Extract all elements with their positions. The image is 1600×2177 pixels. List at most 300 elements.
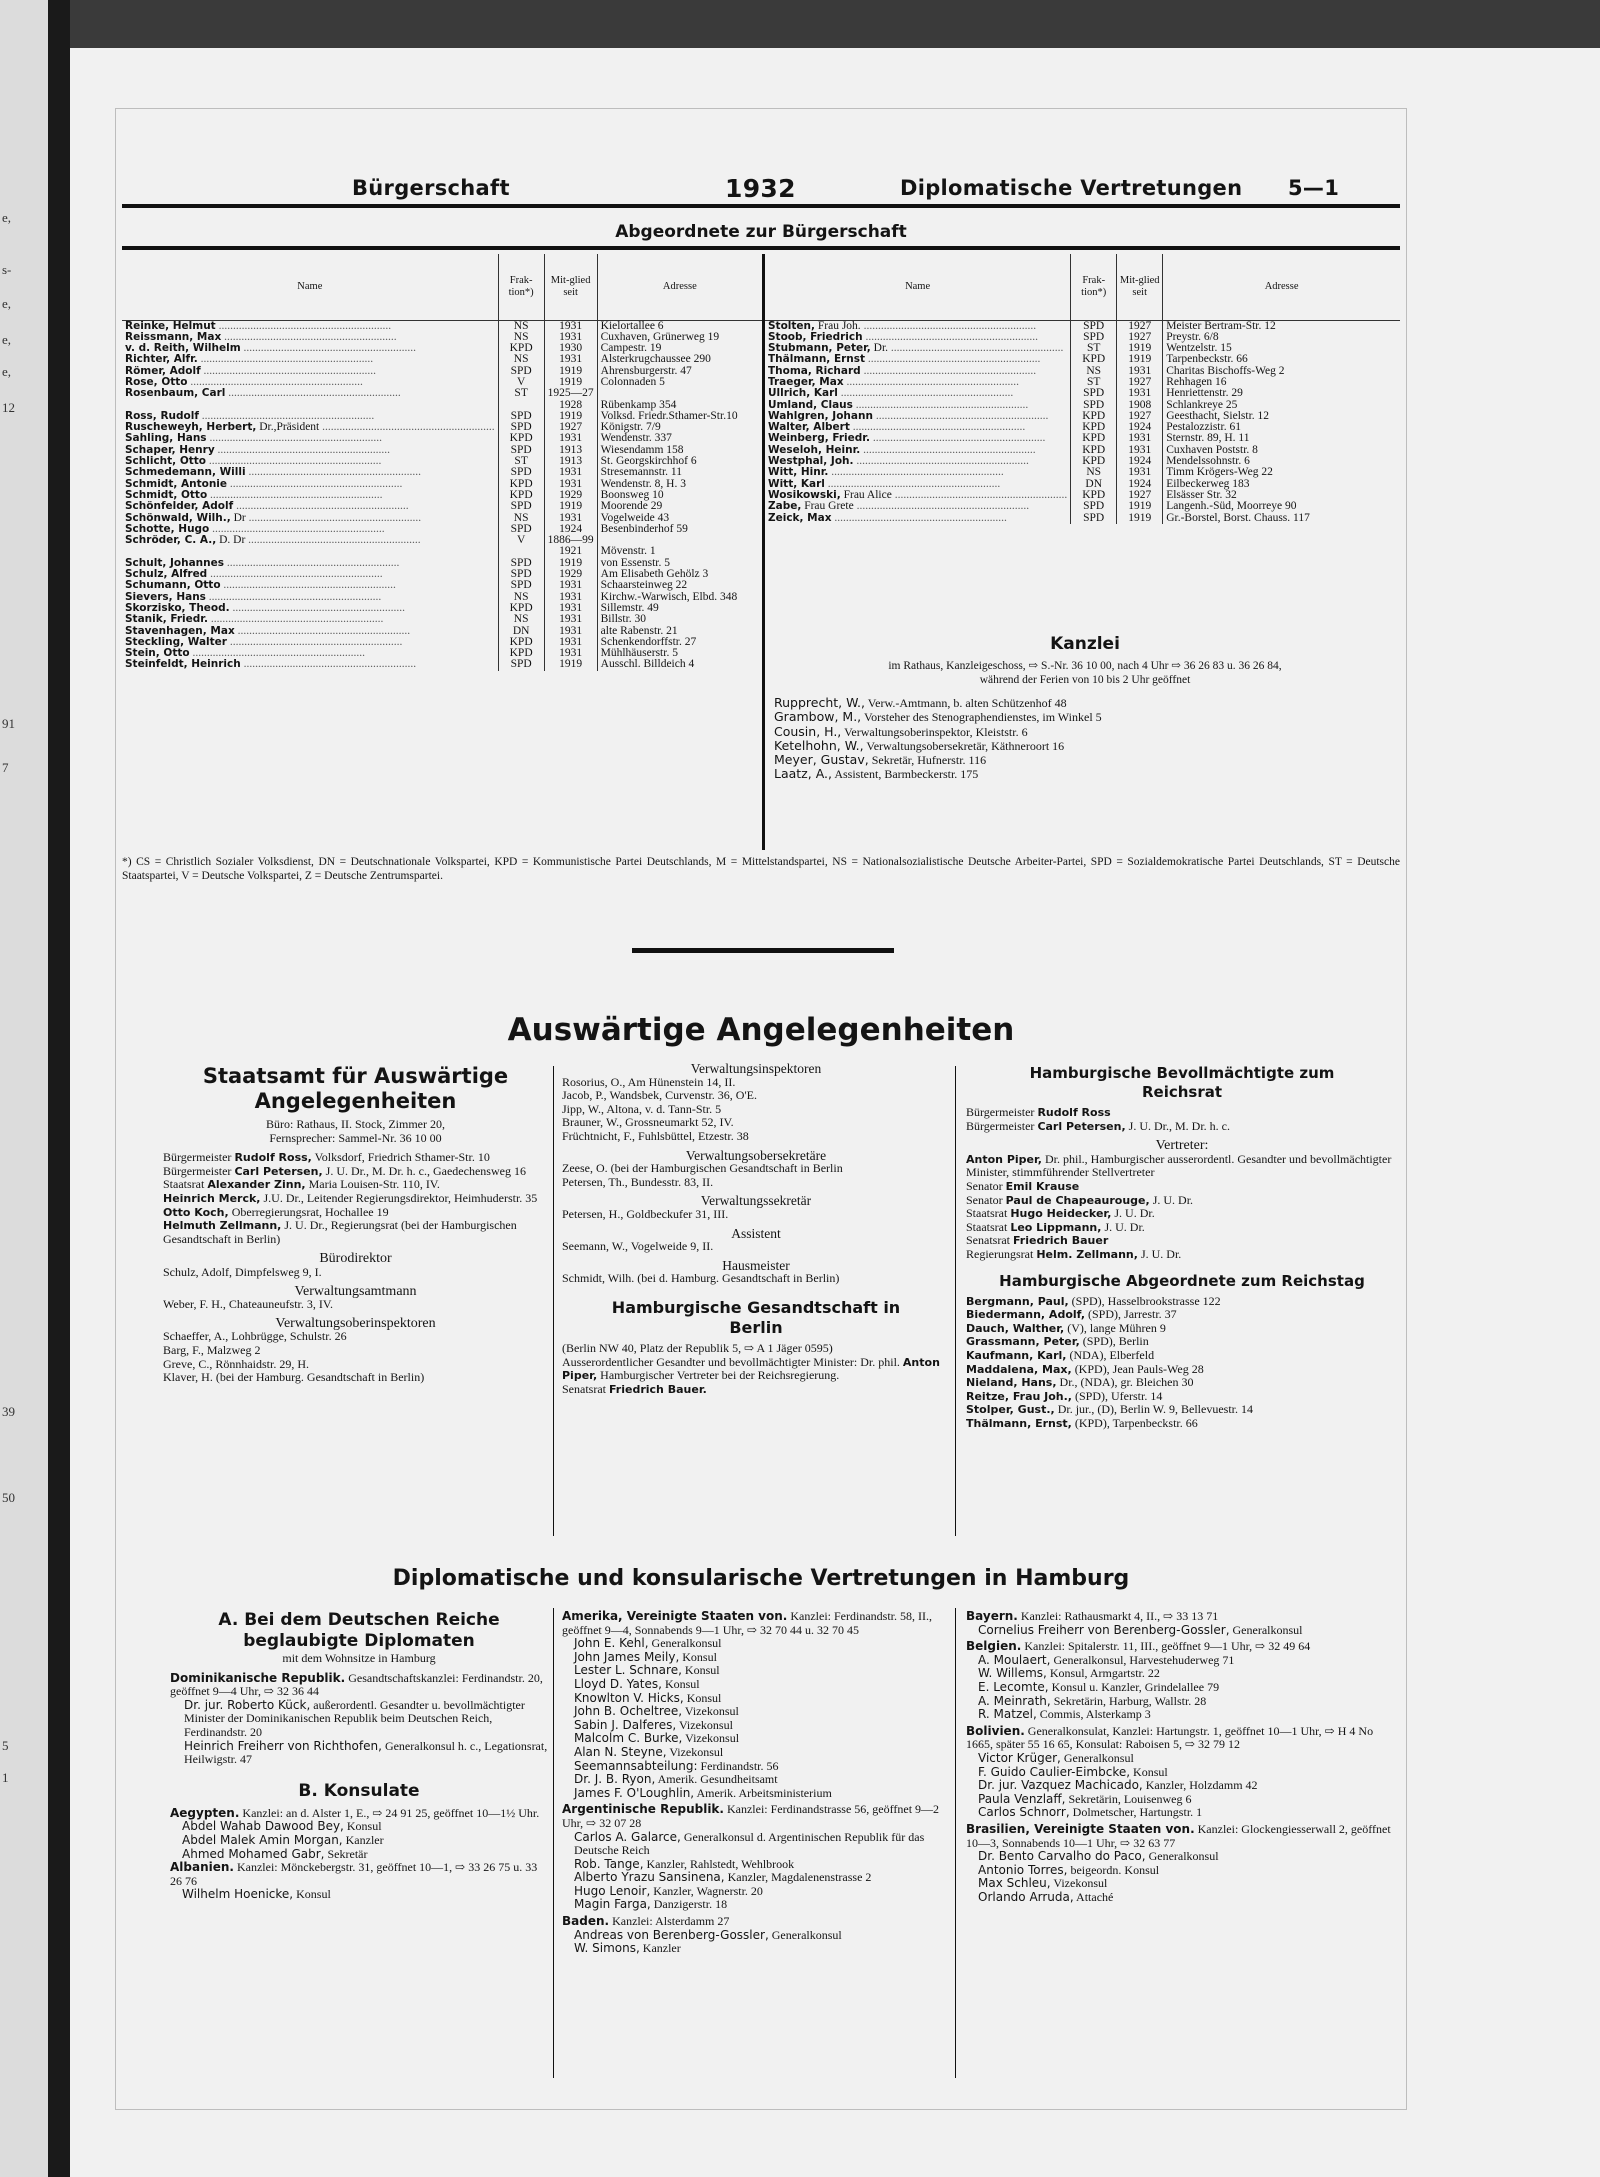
leader-dots: ............................................................ [860, 365, 1037, 377]
person-text: Konsul [684, 1663, 720, 1678]
member-name-cell [765, 354, 1071, 365]
member-name: Schult, Johannes [125, 557, 225, 569]
member-name: Ruscheweyh, Herbert, [125, 422, 257, 434]
bay-text: Kanzlei: Rathausmarkt 4, II., ⇨ 33 13 71 [1020, 1609, 1219, 1623]
person-text: Generalkonsul, Harvestehuderweg 71 [1053, 1652, 1235, 1667]
person-name: Biedermann, Adolf, [966, 1308, 1086, 1322]
bol-entry [966, 1725, 1398, 1752]
member-name: Schulz, Alfred [125, 569, 208, 581]
member-address: von Essenstr. 5 [597, 558, 762, 569]
leader-dots: ............................................................ [187, 376, 363, 388]
person-entry [966, 1850, 1398, 1864]
person-name: F. Guido Caulier-Eimbcke, [978, 1764, 1131, 1779]
person-entry [966, 1194, 1398, 1208]
member-name-cell [765, 422, 1071, 433]
member-fraktion: ST [1071, 343, 1117, 354]
person-text: J. U. Dr. [1152, 1192, 1194, 1207]
person-entry [966, 1295, 1398, 1309]
person-name: James F. O'Loughlin, [574, 1785, 695, 1800]
person-text: Kanzler [345, 1832, 384, 1847]
person-name: Helm. Zellmann, [1036, 1247, 1138, 1261]
person-text: (NDA), Elberfeld [1069, 1347, 1155, 1362]
aeg-text: Kanzlei: an d. Alster 1, E., ⇨ 24 91 25, geöffnet 10—1½ Uhr. [242, 1805, 540, 1820]
adjacent-page [0, 0, 70, 2177]
member-name: Steckling, Walter [125, 636, 227, 648]
member-name-cell [122, 388, 498, 399]
person-text: J. U. Dr. [1114, 1206, 1155, 1221]
leader-dots: ............................................................ [207, 614, 384, 626]
gesandtschaft-title: Hamburgische Gesandtschaft in Berlin [611, 1297, 901, 1337]
bay-staff [966, 1624, 1398, 1638]
member-since: 1931 [544, 320, 597, 332]
member-since: 1931 [544, 648, 597, 659]
person-entry [562, 1705, 950, 1719]
member-since: 1925—27 [544, 388, 597, 399]
member-name: Thoma, Richard [768, 365, 861, 377]
person-entry [163, 1178, 548, 1192]
alb-text: Kanzlei: Mönckebergstr. 31, geöffnet 10—1, ⇨ 33 26 75 u. 33 26 76 [170, 1860, 538, 1888]
list-line: Rosorius, O., Am Hünenstein 14, II. [562, 1074, 736, 1089]
member-row [765, 479, 1400, 490]
person-entry [966, 1308, 1398, 1322]
member-name: Stanik, Friedr. [125, 614, 208, 626]
person-name: Orlando Arruda, [978, 1889, 1074, 1904]
person-text: Vizekonsul [1053, 1876, 1108, 1891]
header-page-number: 5—1 [1288, 176, 1340, 200]
person-name: John E. Kehl, [574, 1636, 649, 1651]
person-text: Kanzler [642, 1941, 681, 1956]
person-text: (KPD), Tarpenbeckstr. 66 [1074, 1415, 1198, 1430]
member-row [122, 400, 762, 411]
member-title: Frau Grete [804, 501, 854, 513]
member-fraktion: KPD [498, 433, 544, 444]
member-name-cell [122, 377, 498, 388]
buerodirektor: Schulz, Adolf, Dimpfelsweg 9, I. [163, 1264, 322, 1279]
margin-mark: s- [2, 262, 12, 277]
member-fraktion: KPD [1071, 411, 1117, 422]
col-adresse: Adresse [1163, 254, 1400, 320]
member-name: Schmidt, Otto [125, 489, 208, 501]
person-name: Sabin J. Dalferes, [574, 1717, 677, 1732]
member-name: Schaper, Henry [125, 444, 215, 456]
member-row [122, 546, 762, 557]
person-entry [774, 739, 1399, 753]
member-name: Stein, Otto [125, 648, 190, 660]
verwaltung-column [562, 1062, 950, 1396]
member-name-cell [122, 456, 498, 467]
member-address: Wendenstr. 337 [597, 433, 762, 444]
gesandtschaft-address: (Berlin NW 40, Platz der Republik 5, ⇨ A 1 Jäger 0595) [562, 1340, 833, 1355]
col-name: Name [122, 254, 498, 320]
person-entry [966, 1363, 1398, 1377]
member-since: 1929 [544, 490, 597, 501]
member-name-cell [122, 637, 498, 648]
aeg-staff [170, 1820, 548, 1861]
member-name: Witt, Hinr. [768, 467, 829, 479]
member-fraktion: SPD [498, 569, 544, 580]
person-name: W. Willems, [978, 1666, 1047, 1681]
person-entry [966, 1654, 1398, 1668]
richthofen-entry [170, 1740, 548, 1767]
person-name: Grambow, M., [774, 709, 862, 725]
person-text: J. U. Dr. [1104, 1219, 1145, 1234]
person-entry [774, 753, 1399, 767]
member-since: 1931 [1117, 366, 1163, 377]
person-text: Danzigerstr. 18 [653, 1897, 728, 1912]
member-since: 1931 [544, 592, 597, 603]
member-name-cell [765, 433, 1071, 444]
person-name: Dr. J. B. Ryon, [574, 1772, 656, 1787]
member-row [765, 354, 1400, 365]
leader-dots: ............................................................ [843, 376, 1019, 388]
member-row [122, 659, 762, 670]
margin-mark: e, [2, 332, 12, 347]
member-row [765, 433, 1400, 444]
person-entry [774, 767, 1399, 781]
member-title: Frau Alice [843, 489, 892, 501]
person-entry [966, 1403, 1398, 1417]
bay-entry [966, 1610, 1398, 1624]
alb-name: Albanien. [170, 1860, 234, 1875]
person-entry [163, 1151, 548, 1165]
member-since: 1919 [544, 411, 597, 422]
member-row [122, 343, 762, 354]
member-fraktion: SPD [1071, 501, 1117, 512]
member-fraktion: SPD [1071, 320, 1117, 332]
member-address: Elsässer Str. 32 [1163, 490, 1400, 501]
person-text: Dr. jur., (D), Berlin W. 9, Bellevuestr. 14 [1057, 1402, 1254, 1417]
person-entry [562, 1885, 950, 1899]
person-name: Lloyd D. Yates, [574, 1676, 662, 1691]
member-row [122, 388, 762, 399]
member-address [597, 535, 762, 546]
member-row [765, 513, 1400, 524]
member-fraktion: NS [498, 513, 544, 524]
kanzlei-line1: im Rathaus, Kanzleigeschoss, ⇨ S.-Nr. 36 10 00, nach 4 Uhr ⇨ 36 26 83 u. 36 26 84, [888, 660, 1282, 672]
list-line: Barg, F., Malzweg 2 [163, 1342, 261, 1357]
member-name: v. d. Reith, Wilhelm [125, 343, 241, 355]
member-since: 1931 [1117, 445, 1163, 456]
leader-dots: ............................................................ [221, 331, 397, 343]
leader-dots: ............................................................ [225, 388, 401, 400]
members-table-right [765, 254, 1400, 524]
vertreter-main-text: Dr. phil., Hamburgischer ausserordentl. Gesandter und bevollmächtigter Minister, stimmführender Stellvertreter [966, 1151, 1392, 1180]
member-row [122, 320, 762, 332]
person-text: Sekretär [327, 1846, 368, 1861]
person-name: John B. Ocheltree, [574, 1704, 683, 1719]
person-entry [562, 1732, 950, 1746]
member-fraktion: KPD [498, 648, 544, 659]
member-fraktion: KPD [1071, 433, 1117, 444]
person-text: Generalkonsul [1232, 1622, 1303, 1637]
member-name: Schönwald, Wilh., [125, 512, 231, 524]
leader-dots: ............................................................ [207, 489, 383, 501]
leader-dots: ............................................................ [852, 399, 1029, 411]
person-name: Heinrich Merck, [163, 1191, 261, 1205]
member-since: 1924 [1117, 479, 1163, 490]
oberinspektoren-title: Verwaltungsoberinspektoren [275, 1315, 436, 1331]
inspektoren-title: Verwaltungsinspektoren [690, 1061, 822, 1076]
member-name: Schumann, Otto [125, 580, 221, 592]
member-name-cell [765, 479, 1071, 490]
list-line: Früchtnicht, F., Fuhlsbüttel, Etzestr. 38 [562, 1128, 749, 1143]
person-name: Helmuth Zellmann, [163, 1219, 282, 1233]
member-title: Dr. [873, 343, 889, 355]
person-entry [170, 1834, 548, 1848]
member-fraktion: NS [1071, 467, 1117, 478]
member-row [765, 343, 1400, 354]
member-fraktion: SPD [1071, 400, 1117, 411]
leader-dots: ............................................................ [245, 467, 421, 479]
person-entry [966, 1349, 1398, 1363]
oberinspektoren-list [163, 1330, 548, 1384]
person-prefix: Staatsrat [966, 1219, 1008, 1234]
person-entry [966, 1120, 1398, 1134]
person-entry [562, 1637, 950, 1651]
member-name: Stoob, Friedrich [768, 331, 863, 343]
member-fraktion: KPD [498, 637, 544, 648]
person-text: Kanzler, Rahlstedt, Wehlbrook [646, 1856, 795, 1871]
member-address: Billstr. 30 [597, 614, 762, 625]
person-name: Kaufmann, Karl, [966, 1348, 1067, 1362]
margin-mark: 7 [2, 760, 9, 775]
member-row [122, 467, 762, 478]
member-since: 1927 [1117, 377, 1163, 388]
party-footnote: *) CS = Christlich Sozialer Volksdienst, DN = Deutschnationale Volkspartei, KPD = Kommunistische Partei Deutschlands, M = Mittelstandspartei, NS = Nationalsozialistische Deutsche Arbeiter-Partei, SPD = Sozialdemokratische Partei Deutschlands, ST = Deutsche Staatspartei, V = Deutsche Volkspartei, Z = Deutsche Zentrumspartei. [122, 856, 1400, 882]
leader-dots: ............................................................ [207, 569, 383, 581]
person-name: Rupprecht, W., [774, 695, 865, 710]
member-row [122, 524, 762, 535]
member-since: 1919 [544, 366, 597, 377]
person-entry [966, 1779, 1398, 1793]
member-since: 1908 [1117, 400, 1163, 411]
person-entry [966, 1667, 1398, 1681]
person-name: Hugo Lenoir, [574, 1883, 651, 1898]
member-since: 1924 [1117, 456, 1163, 467]
member-address: Volksd. Friedr.Sthamer-Str.10 [597, 411, 762, 422]
person-entry [562, 1831, 950, 1858]
person-entry [966, 1708, 1398, 1722]
member-since: 1928 [544, 400, 597, 411]
person-entry [966, 1681, 1398, 1695]
hausmeister-title: Hausmeister [722, 1257, 790, 1273]
am-staff [562, 1637, 950, 1800]
member-name: Schönfelder, Adolf [125, 501, 234, 513]
member-since: 1924 [1117, 422, 1163, 433]
person-name: Paula Venzlaff, [978, 1791, 1066, 1806]
member-name: Schlicht, Otto [125, 456, 207, 468]
member-name-cell [765, 343, 1071, 354]
member-name: Sahling, Hans [125, 433, 207, 445]
leader-dots: ............................................................ [214, 444, 391, 456]
person-text: Kanzler, Wagnerstr. 20 [653, 1883, 763, 1898]
leader-dots: ............................................................ [853, 501, 1030, 513]
leader-dots: ............................................................ [189, 648, 365, 660]
member-name-cell [122, 354, 498, 365]
list-line: Klaver, H. (bei der Hamburg. Gesandtschaft in Berlin) [163, 1370, 425, 1385]
member-title: D. Dr [219, 535, 246, 547]
leader-dots: ............................................................ [853, 456, 1029, 468]
member-name-cell [122, 366, 498, 377]
staatsamt-title: Staatsamt für Auswärtige Angelegenheiten [202, 1064, 509, 1113]
member-name-cell [765, 388, 1071, 399]
member-since: 1931 [544, 354, 597, 365]
member-name-cell [122, 524, 498, 535]
member-address: Mühlhäuserstr. 5 [597, 648, 762, 659]
member-name-cell [122, 445, 498, 456]
member-since: 1931 [544, 467, 597, 478]
member-since: 1931 [544, 637, 597, 648]
obersekretaere-title: Verwaltungsobersekretäre [685, 1147, 827, 1163]
member-name: Weinberg, Friedr. [768, 433, 870, 445]
person-entry [774, 725, 1399, 739]
member-address: Cuxhaven, Grünerweg 19 [597, 332, 762, 343]
gesandter [562, 1356, 950, 1383]
member-since: 1919 [1117, 501, 1163, 512]
person-name: Max Schleu, [978, 1876, 1051, 1891]
member-address: Timm Krögers-Weg 22 [1163, 467, 1400, 478]
member-fraktion: DN [1071, 479, 1117, 490]
member-name-cell [122, 422, 498, 433]
person-entry [562, 1929, 950, 1943]
sekretaer-title: Verwaltungssekretär [700, 1193, 812, 1209]
member-row [122, 558, 762, 569]
col-adresse: Adresse [597, 254, 762, 320]
member-since: 1927 [544, 422, 597, 433]
member-address: Kirchw.-Warwisch, Elbd. 348 [597, 592, 762, 603]
person-text: (SPD), Hasselbrookstrasse 122 [1071, 1293, 1221, 1308]
leader-dots: ............................................................ [240, 343, 417, 355]
assistent: Seemann, W., Vogelweide 9, II. [562, 1239, 714, 1254]
person-text: Vizekonsul [685, 1731, 740, 1746]
person-text: J.U. Dr., Leitender Regierungsdirektor, Heimhuderstr. 35 [263, 1190, 538, 1205]
member-name-cell [122, 320, 498, 332]
header-right: Diplomatische Vertretungen [900, 176, 1243, 200]
bra-name: Brasilien, Vereinigte Staaten von. [966, 1821, 1195, 1836]
sekretaer: Petersen, H., Goldbeckufer 31, III. [562, 1206, 729, 1221]
person-entry [170, 1820, 548, 1834]
member-since: 1930 [544, 343, 597, 354]
member-row [765, 445, 1400, 456]
leader-dots: ............................................................ [245, 535, 421, 547]
person-text: Sekretärin, Harburg, Wallstr. 28 [1053, 1693, 1207, 1708]
person-name: Wilhelm Hoenicke, [182, 1887, 294, 1902]
person-text: Konsul [296, 1887, 331, 1902]
person-prefix: Staatsrat [966, 1206, 1008, 1221]
person-text: Generalkonsul [1063, 1750, 1134, 1765]
member-name-cell [765, 445, 1071, 456]
member-fraktion: NS [1071, 366, 1117, 377]
member-title: Dr.,Präsident [259, 422, 320, 434]
member-row [765, 422, 1400, 433]
member-name-cell [122, 501, 498, 512]
col-fraktion: Frak-tion*) [1071, 254, 1117, 320]
member-row [122, 411, 762, 422]
person-text: Vizekonsul [684, 1704, 739, 1719]
member-fraktion: SPD [498, 524, 544, 535]
person-text: Konsul, Armgartstr. 22 [1049, 1666, 1160, 1681]
person-name: Laatz, A., [774, 766, 832, 782]
bay-name: Bayern. [966, 1609, 1018, 1623]
member-name-cell [122, 513, 498, 524]
person-prefix: Regierungsrat [966, 1246, 1034, 1261]
person-entry [966, 1806, 1398, 1820]
person-name: Carl Petersen, [1037, 1119, 1126, 1133]
member-address: Pestalozzistr. 61 [1163, 422, 1400, 433]
person-name: Antonio Torres, [978, 1862, 1068, 1877]
person-name: Victor Krüger, [978, 1750, 1061, 1765]
member-name-cell [765, 332, 1071, 343]
member-name: Stavenhagen, Max [125, 625, 235, 637]
amtmann-title: Verwaltungsamtmann [294, 1283, 417, 1299]
staatsamt-column [163, 1064, 548, 1385]
person-text: Attaché [1076, 1889, 1114, 1904]
member-name-cell [122, 490, 498, 501]
person-text: Maria Louisen-Str. 110, IV. [308, 1177, 440, 1192]
assistent-title: Assistent [731, 1225, 781, 1241]
member-name: Wosikowski, [768, 489, 841, 501]
member-fraktion: ST [1071, 377, 1117, 388]
member-name: Weseloh, Heinr. [768, 444, 861, 456]
header-left: Bürgerschaft [352, 176, 510, 200]
member-fraktion: NS [498, 614, 544, 625]
member-fraktion: KPD [1071, 456, 1117, 467]
person-text: Kanzler, Holzdamm 42 [1145, 1778, 1258, 1793]
person-entry [562, 1678, 950, 1692]
header-year: 1932 [725, 174, 796, 203]
person-entry [966, 1106, 1398, 1120]
person-name: A. Meinrath, [978, 1693, 1051, 1708]
leader-dots: ............................................................ [828, 467, 1004, 479]
member-name: Schröder, C. A., [125, 535, 217, 547]
member-name: Walter, Albert [768, 422, 850, 434]
person-name: Thälmann, Ernst, [966, 1416, 1072, 1430]
alb-entry [170, 1861, 548, 1888]
member-name-cell [122, 546, 498, 557]
bel-entry [966, 1640, 1398, 1654]
person-name: W. Simons, [574, 1941, 640, 1956]
auswaertige-title: Auswärtige Angelegenheiten [507, 1012, 1015, 1048]
leader-dots: ............................................................ [233, 501, 409, 513]
member-address: Stresemannstr. 11 [597, 467, 762, 478]
person-name: R. Matzel, [978, 1707, 1037, 1722]
member-name-cell [122, 580, 498, 591]
bevollmaechtigte-column [966, 1064, 1398, 1430]
member-fraktion: NS [498, 320, 544, 332]
kanzlei-line2: während der Ferien von 10 bis 2 Uhr geöffnet [979, 673, 1191, 686]
leader-dots: ............................................................ [206, 433, 382, 445]
person-entry [966, 1793, 1398, 1807]
member-name: Thälmann, Ernst [768, 354, 866, 366]
person-text: Dolmetscher, Hartungstr. 1 [1072, 1805, 1203, 1820]
member-address: Boonsweg 10 [597, 490, 762, 501]
leader-dots: ............................................................ [234, 625, 411, 637]
col-name: Name [765, 254, 1071, 320]
member-address: Ausschl. Billdeich 4 [597, 659, 762, 670]
member-address: Colonnaden 5 [597, 377, 762, 388]
person-text: Volksdorf, Friedrich Sthamer-Str. 10 [314, 1150, 490, 1165]
leader-dots: ............................................................ [860, 320, 1037, 332]
member-fraktion: SPD [498, 366, 544, 377]
member-address: Kielortallee 6 [597, 320, 762, 332]
col-mitglied: Mit-glied seit [544, 254, 597, 320]
person-entry [562, 1651, 950, 1665]
member-address: Königstr. 7/9 [597, 422, 762, 433]
person-entry [562, 1692, 950, 1706]
person-text: Ferdinandstr. 56 [700, 1758, 779, 1773]
member-address: Eilbeckerweg 183 [1163, 479, 1400, 490]
a-title: A. Bei dem Deutschen Reiche beglaubigte Diplomaten [218, 1610, 500, 1651]
